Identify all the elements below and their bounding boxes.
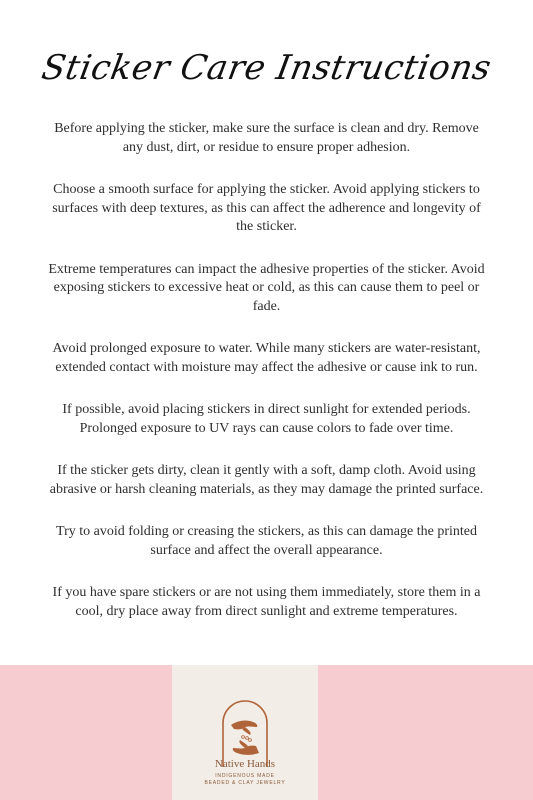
instruction-paragraph: Avoid prolonged exposure to water. While many stickers are water-resistant, extended contact with moisture may affect the adhesive or cause ink to run. (52, 341, 481, 375)
instructions-body (44, 120, 489, 645)
brand-tagline: INDIGENOUS MADE (215, 773, 275, 779)
instruction-paragraph: Try to avoid folding or creasing the stickers, as this can damage the printed surface and affect the overall appearance. (56, 524, 477, 558)
instruction-paragraph: Choose a smooth surface for applying the sticker. Avoid applying stickers to surfaces with deep textures, as this can affect the adherence and longevity of the sticker. (52, 182, 481, 234)
brand-logo-card (172, 665, 318, 800)
page-title: Sticker Care Instructions (38, 48, 495, 88)
brand-name: Native Hands (214, 758, 276, 770)
instruction-paragraph: Before applying the sticker, make sure the surface is clean and dry. Remove any dust, dirt, or residue to ensure proper adhesion. (54, 121, 479, 155)
instruction-paragraph: If you have spare stickers or are not using them immediately, store them in a cool, dry place away from direct sunlight and extreme temperatures. (52, 585, 481, 619)
instruction-paragraph: Extreme temperatures can impact the adhesive properties of the sticker. Avoid exposing stickers to excessive heat or cold, as this can cause them to peel or fade. (48, 261, 485, 314)
instruction-paragraph: If possible, avoid placing stickers in direct sunlight for extended periods. Prolonged exposure to UV rays can cause colors to fade over time. (62, 402, 471, 436)
brand-tagline: BEADED & CLAY JEWELRY (204, 780, 286, 786)
instruction-paragraph: If the sticker gets dirty, clean it gently with a soft, damp cloth. Avoid using abrasive or harsh cleaning materials, as they may damage the printed surface. (49, 463, 484, 497)
